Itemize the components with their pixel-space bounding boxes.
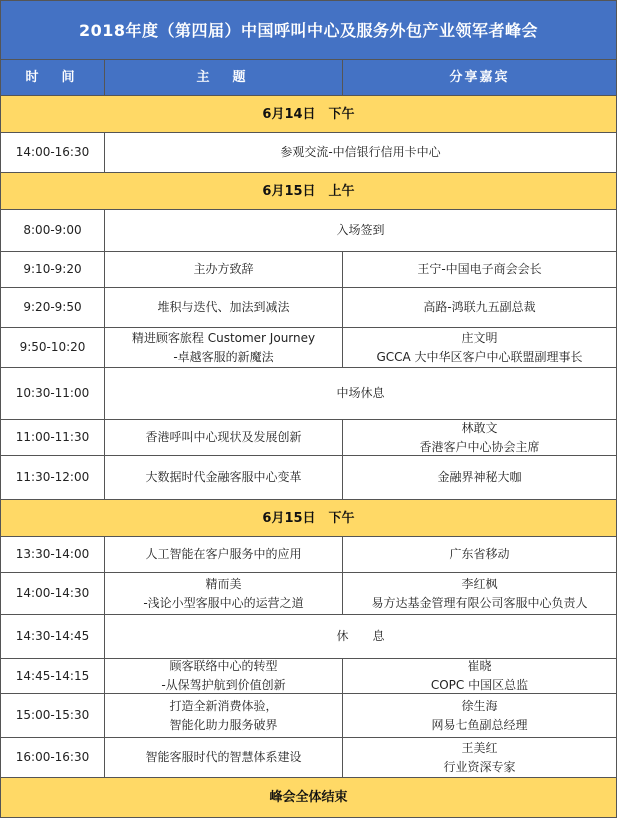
time-cell: 9:10-9:20 xyxy=(0,252,105,288)
text-line: -卓越客服的新魔法 xyxy=(173,349,274,364)
topic-cell xyxy=(105,288,343,328)
text-line: 打造全新消费体验， xyxy=(169,698,278,713)
time-cell: 13:30-14:00 xyxy=(0,537,105,573)
text-line: 王美红 xyxy=(461,740,498,755)
topic-cell xyxy=(105,456,343,500)
text-line: 中场休息 xyxy=(336,386,385,400)
text-line: -从保驾护航到价值创新 xyxy=(161,678,286,692)
text-line: 王宁-中国电子商会会长 xyxy=(417,262,542,276)
text-line: 崔晓 xyxy=(467,659,492,673)
text-line: 易方达基金管理有限公司客服中心负责人 xyxy=(371,595,588,610)
topic-cell-merged xyxy=(105,210,617,252)
text-line: 徐生海 xyxy=(461,698,498,713)
closing-band: 峰会全体结束 xyxy=(0,778,617,818)
time-cell: 11:00-11:30 xyxy=(0,420,105,456)
guest-cell xyxy=(343,288,617,328)
text-line: 人工智能在客户服务中的应用 xyxy=(145,547,302,561)
text-line: 入场签到 xyxy=(336,223,385,237)
header-topic: 主 题 xyxy=(105,60,343,96)
page-title: 2018年度（第四届）中国呼叫中心及服务外包产业领军者峰会 xyxy=(0,0,617,60)
guest-cell xyxy=(343,420,617,456)
text-line: 智能客服时代的智慧体系建设 xyxy=(145,750,302,764)
guest-cell xyxy=(343,573,617,615)
guest-cell xyxy=(343,694,617,738)
header-guest: 分享嘉宾 xyxy=(343,60,617,96)
text-line: 香港呼叫中心现状及发展创新 xyxy=(145,430,302,444)
topic-cell xyxy=(105,328,343,368)
text-line: 庄文明 xyxy=(461,330,498,345)
text-line: 精进顾客旅程 Customer Journey xyxy=(131,330,316,345)
guest-cell xyxy=(343,537,617,573)
topic-cell-merged xyxy=(105,368,617,420)
day-band: 6月15日 上午 xyxy=(0,173,617,210)
text-line: 行业资深专家 xyxy=(443,759,516,774)
text-line: -浅论小型客服中心的运营之道 xyxy=(143,595,304,610)
time-cell: 9:50-10:20 xyxy=(0,328,105,368)
topic-cell xyxy=(105,420,343,456)
text-line: 精而美 xyxy=(205,576,242,591)
guest-cell xyxy=(343,252,617,288)
time-cell: 8:00-9:00 xyxy=(0,210,105,252)
text-line: 香港客户中心协会主席 xyxy=(419,439,540,454)
text-line: 高路-鸿联九五副总裁 xyxy=(423,300,536,314)
day-band: 6月14日 下午 xyxy=(0,96,617,133)
topic-cell-merged xyxy=(105,615,617,659)
topic-cell-merged xyxy=(105,133,617,173)
topic-cell xyxy=(105,659,343,694)
guest-cell xyxy=(343,738,617,778)
time-cell: 15:00-15:30 xyxy=(0,694,105,738)
text-line: 李红枫 xyxy=(461,576,498,591)
topic-cell xyxy=(105,252,343,288)
topic-cell xyxy=(105,738,343,778)
text-line: 堆积与迭代、加法到减法 xyxy=(157,300,290,314)
time-cell: 9:20-9:50 xyxy=(0,288,105,328)
time-cell: 16:00-16:30 xyxy=(0,738,105,778)
topic-cell xyxy=(105,694,343,738)
time-cell: 14:45-14:15 xyxy=(0,659,105,694)
text-line: 金融界神秘大咖 xyxy=(437,470,522,484)
guest-cell xyxy=(343,328,617,368)
text-line: 休 息 xyxy=(336,629,385,643)
time-cell: 11:30-12:00 xyxy=(0,456,105,500)
text-line: 广东省移动 xyxy=(449,547,510,561)
text-line: 主办方致辞 xyxy=(193,262,254,276)
topic-cell xyxy=(105,537,343,573)
text-line: 顾客联络中心的转型 xyxy=(169,659,278,673)
text-line: COPC 中国区总监 xyxy=(430,678,529,692)
topic-cell xyxy=(105,573,343,615)
guest-cell xyxy=(343,456,617,500)
time-cell: 14:00-16:30 xyxy=(0,133,105,173)
time-cell: 10:30-11:00 xyxy=(0,368,105,420)
text-line: 大数据时代金融客服中心变革 xyxy=(145,470,302,484)
day-band: 6月15日 下午 xyxy=(0,500,617,537)
text-line: 智能化助力服务破界 xyxy=(169,717,278,732)
text-line: 参观交流-中信银行信用卡中心 xyxy=(280,145,441,159)
text-line: 网易七鱼副总经理 xyxy=(431,717,528,732)
time-cell: 14:00-14:30 xyxy=(0,573,105,615)
header-time: 时 间 xyxy=(0,60,105,96)
guest-cell xyxy=(343,659,617,694)
text-line: GCCA 大中华区客户中心联盟副理事长 xyxy=(376,349,583,364)
text-line: 林敢文 xyxy=(461,420,498,435)
time-cell: 14:30-14:45 xyxy=(0,615,105,659)
